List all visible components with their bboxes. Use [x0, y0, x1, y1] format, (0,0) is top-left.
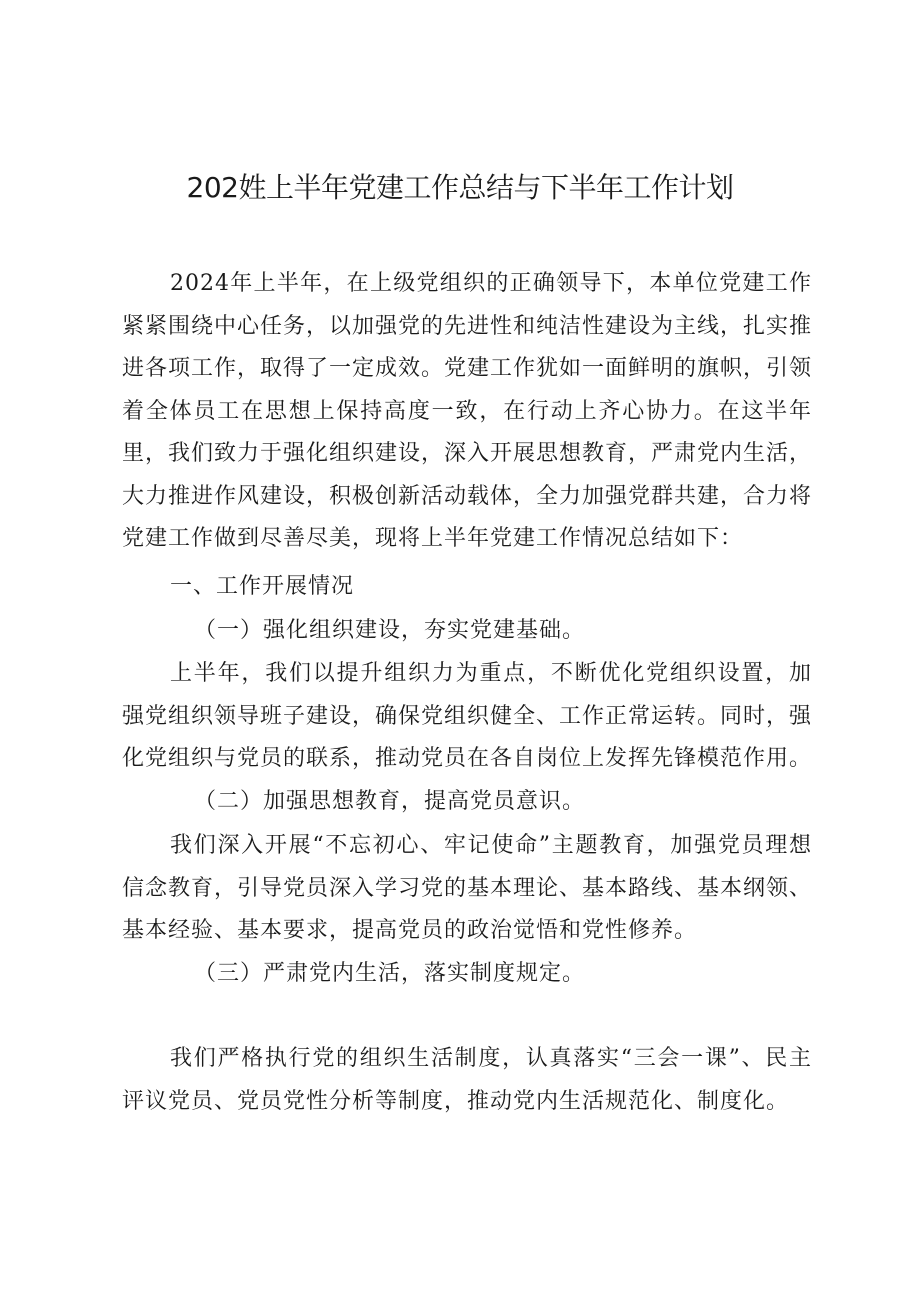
subsection-body: 我们深入开展“不忘初心、牢记使命”主题教育，加强党员理想信念教育，引导党员深入学习党的基本理论、基本路线、基本纲领、基本经验、基本要求，提高党员的政治觉悟和党性修养。 — [122, 833, 813, 943]
subsection-body: 上半年，我们以提升组织力为重点，不断优化党组织设置，加强党组织领导班子建设，确保党组织健全、工作正常运转。同时，强化党组织与党员的联系，推动党员在各自岗位上发挥先锋模范作用。 — [122, 661, 813, 771]
document-title: 202姓上半年党建工作总结与下半年工作计划 — [186, 171, 734, 204]
subsection-title: （一）强化组织建设，夯实党建基础。 — [194, 618, 586, 643]
section-heading: 一、工作开展情况 — [170, 574, 355, 599]
subsection-body: 我们严格执行党的组织生活制度，认真落实“三会一课”、民主评议党员、党员党性分析等制度，推动党内生活规范化、制度化。 — [122, 1046, 812, 1114]
subsection-title: （二）加强思想教育，提高党员意识。 — [194, 789, 586, 814]
subsection-title: （三）严肃党内生活，落实制度规定。 — [194, 961, 586, 986]
intro-paragraph: 2024年上半年，在上级党组织的正确领导下，本单位党建工作紧紧围绕中心任务，以加强党的先进性和纯洁性建设为主线，扎实推进各项工作，取得了一定成效。党建工作犹如一面鲜明的旗帜，引领着全体员工在思想上保持高度一致，在行动上齐心协力。在这半年里，我们致力于强化组织建设，深入开展思想教育，严肃党内生活，大力推进作风建设，积极创新活动载体，全力加强党群共建，合力将党建工作做到尽善尽美，现将上半年党建工作情况总结如下： — [122, 271, 813, 551]
